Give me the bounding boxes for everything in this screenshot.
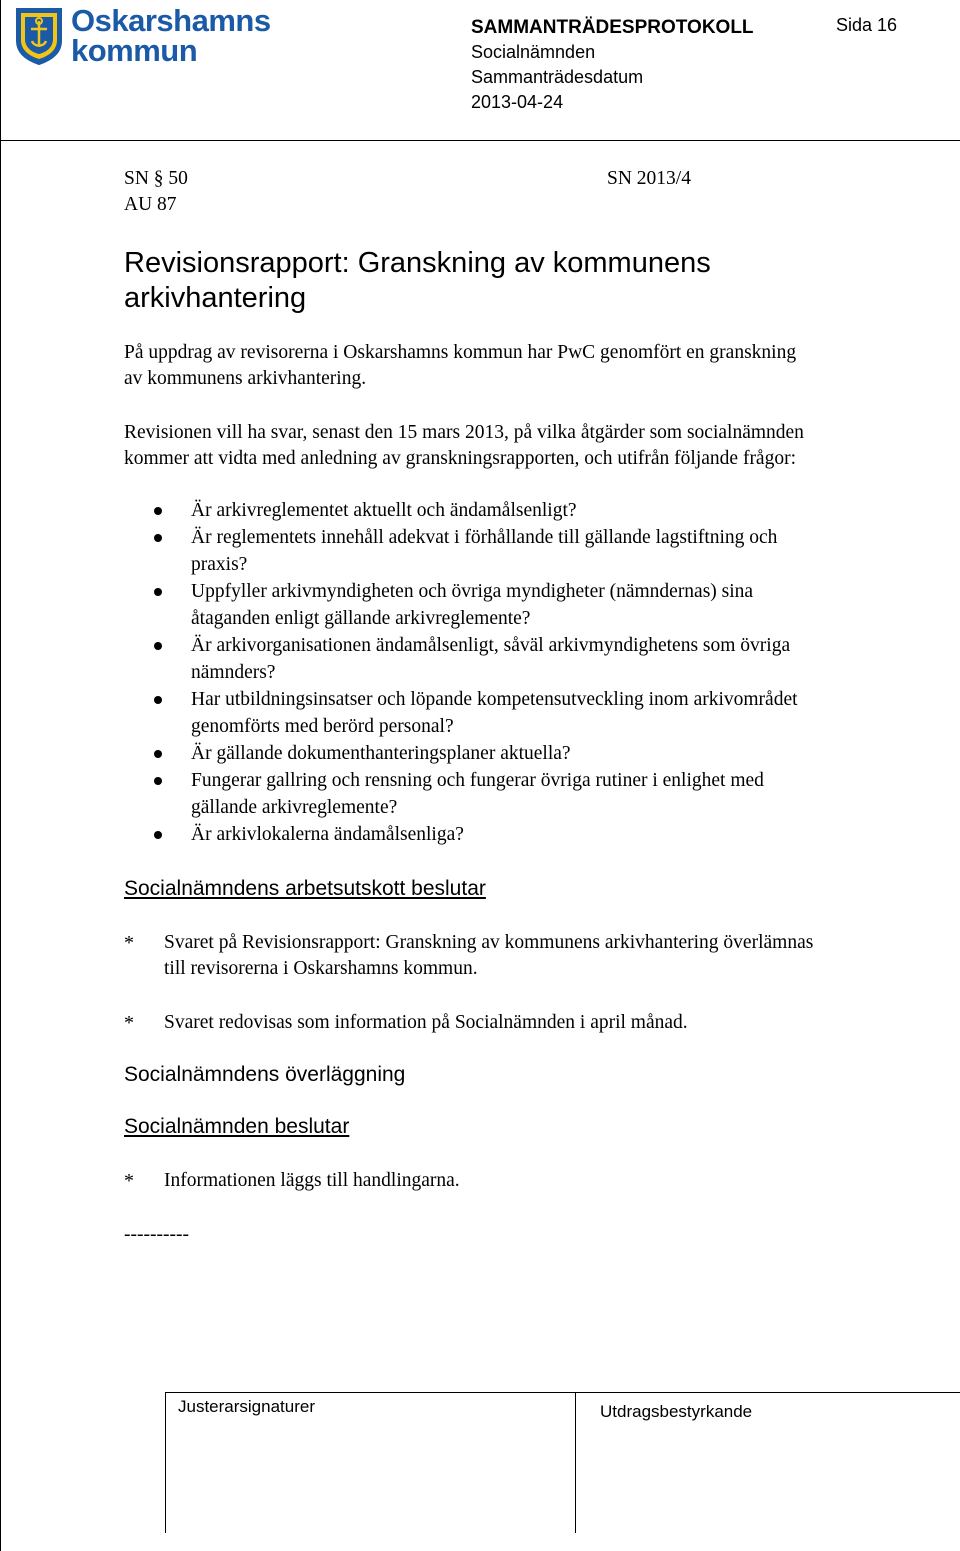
logo-line-1: Oskarshamns <box>71 3 271 38</box>
question-line-1: Är reglementets innehåll adekvat i förhållande till gällande lagstiftning och <box>191 527 778 548</box>
question-line-1: Uppfyller arkivmyndigheten och övriga myndigheter (nämndernas) sina <box>191 581 754 602</box>
case-number: SN 2013/4 <box>607 168 691 189</box>
municipality-logo <box>15 3 271 68</box>
question-line-1: Är arkivreglementet aktuellt och ändamålsenligt? <box>191 500 577 521</box>
list-item <box>150 767 920 821</box>
page-number: Sida 16 <box>836 15 898 35</box>
logo-wordmark <box>71 3 271 68</box>
asterisk-icon: * <box>124 1170 134 1192</box>
question-list <box>150 497 920 848</box>
sn-decision-item-1-text: Informationen läggs till handlingarna. <box>164 1170 460 1191</box>
document-type: SAMMANTRÄDESPROTOKOLL <box>471 17 754 38</box>
intro-paragraph-2 <box>124 420 924 472</box>
question-line-2: gällande arkivreglemente? <box>191 797 398 818</box>
intro-p2-line-1: Revisionen vill ha svar, senast den 15 mars 2013, på vilka åtgärder som socialnämnden <box>124 422 804 443</box>
list-item <box>150 821 920 848</box>
au-reference: AU 87 <box>124 194 177 215</box>
question-line-2: åtaganden enligt gällande arkivreglemente? <box>191 608 531 629</box>
question-line-1: Är arkivlokalerna ändamålsenliga? <box>191 824 464 845</box>
header-divider <box>0 140 960 141</box>
question-line-1: Är arkivorganisationen ändamålsenligt, såväl arkivmyndighetens som övriga <box>191 635 791 656</box>
coat-of-arms-icon <box>15 7 63 65</box>
list-item <box>150 497 920 524</box>
deliberation-heading: Socialnämndens överläggning <box>124 1063 406 1086</box>
question-line-1: Har utbildningsinsatser och löpande kompetensutveckling inom arkivområdet <box>191 689 798 710</box>
meeting-date: 2013-04-24 <box>471 92 564 112</box>
question-line-2: nämnders? <box>191 662 276 683</box>
list-item <box>150 632 920 686</box>
bullet-icon <box>154 507 162 515</box>
sn-decision-item-1 <box>124 1168 924 1194</box>
intro-p2-line-2: kommer att vidta med anledning av granskningsrapporten, och utifrån följande frågor: <box>124 448 796 469</box>
au-decision-item-2 <box>124 1010 924 1036</box>
list-item <box>150 686 920 740</box>
list-item <box>150 524 920 578</box>
item-line-2: till revisorerna i Oskarshamns kommun. <box>164 958 478 979</box>
bullet-icon <box>154 750 162 758</box>
section-separator: ---------- <box>124 1224 189 1245</box>
au-decision-item-2-text: Svaret redovisas som information på Socialnämnden i april månad. <box>164 1012 688 1033</box>
logo-line-2: kommun <box>71 33 198 68</box>
title-line-2: arkivhantering <box>124 282 307 314</box>
sn-decision-heading: Socialnämnden beslutar <box>124 1115 350 1138</box>
date-label: Sammanträdesdatum <box>471 67 644 87</box>
footer-rule-middle <box>575 1393 576 1533</box>
asterisk-icon: * <box>124 1012 134 1034</box>
extract-certification-label: Utdragsbestyrkande <box>600 1402 753 1421</box>
bullet-icon <box>154 534 162 542</box>
intro-p1-line-2: av kommunens arkivhantering. <box>124 368 367 389</box>
au-decision-item-1 <box>124 930 924 982</box>
bullet-icon <box>154 588 162 596</box>
bullet-icon <box>154 777 162 785</box>
intro-p1-line-1: På uppdrag av revisorerna i Oskarshamns kommun har PwC genomfört en granskning <box>124 342 797 363</box>
list-item <box>150 740 920 767</box>
page-left-border <box>0 0 1 1551</box>
question-line-1: Fungerar gallring och rensning och fungerar övriga rutiner i enlighet med <box>191 770 764 791</box>
signature-label: Justerarsignaturer <box>178 1397 316 1416</box>
page-title <box>124 246 711 316</box>
asterisk-icon: * <box>124 932 134 954</box>
bullet-icon <box>154 696 162 704</box>
paragraph-reference: SN § 50 <box>124 168 188 189</box>
intro-paragraph-1 <box>124 340 924 392</box>
question-line-1: Är gällande dokumenthanteringsplaner aktuella? <box>191 743 571 764</box>
footer-rule-left <box>165 1393 166 1533</box>
question-line-2: praxis? <box>191 554 248 575</box>
question-line-2: genomförts med berörd personal? <box>191 716 454 737</box>
list-item <box>150 578 920 632</box>
committee-name: Socialnämnden <box>471 42 596 62</box>
au-decision-item-1-text <box>164 930 813 982</box>
bullet-icon <box>154 831 162 839</box>
item-line-1: Svaret på Revisionsrapport: Granskning av kommunens arkivhantering överlämnas <box>164 932 814 953</box>
title-line-1: Revisionsrapport: Granskning av kommunens <box>124 247 711 279</box>
au-decision-heading: Socialnämndens arbetsutskott beslutar <box>124 877 486 900</box>
footer-divider <box>165 1392 960 1393</box>
bullet-icon <box>154 642 162 650</box>
